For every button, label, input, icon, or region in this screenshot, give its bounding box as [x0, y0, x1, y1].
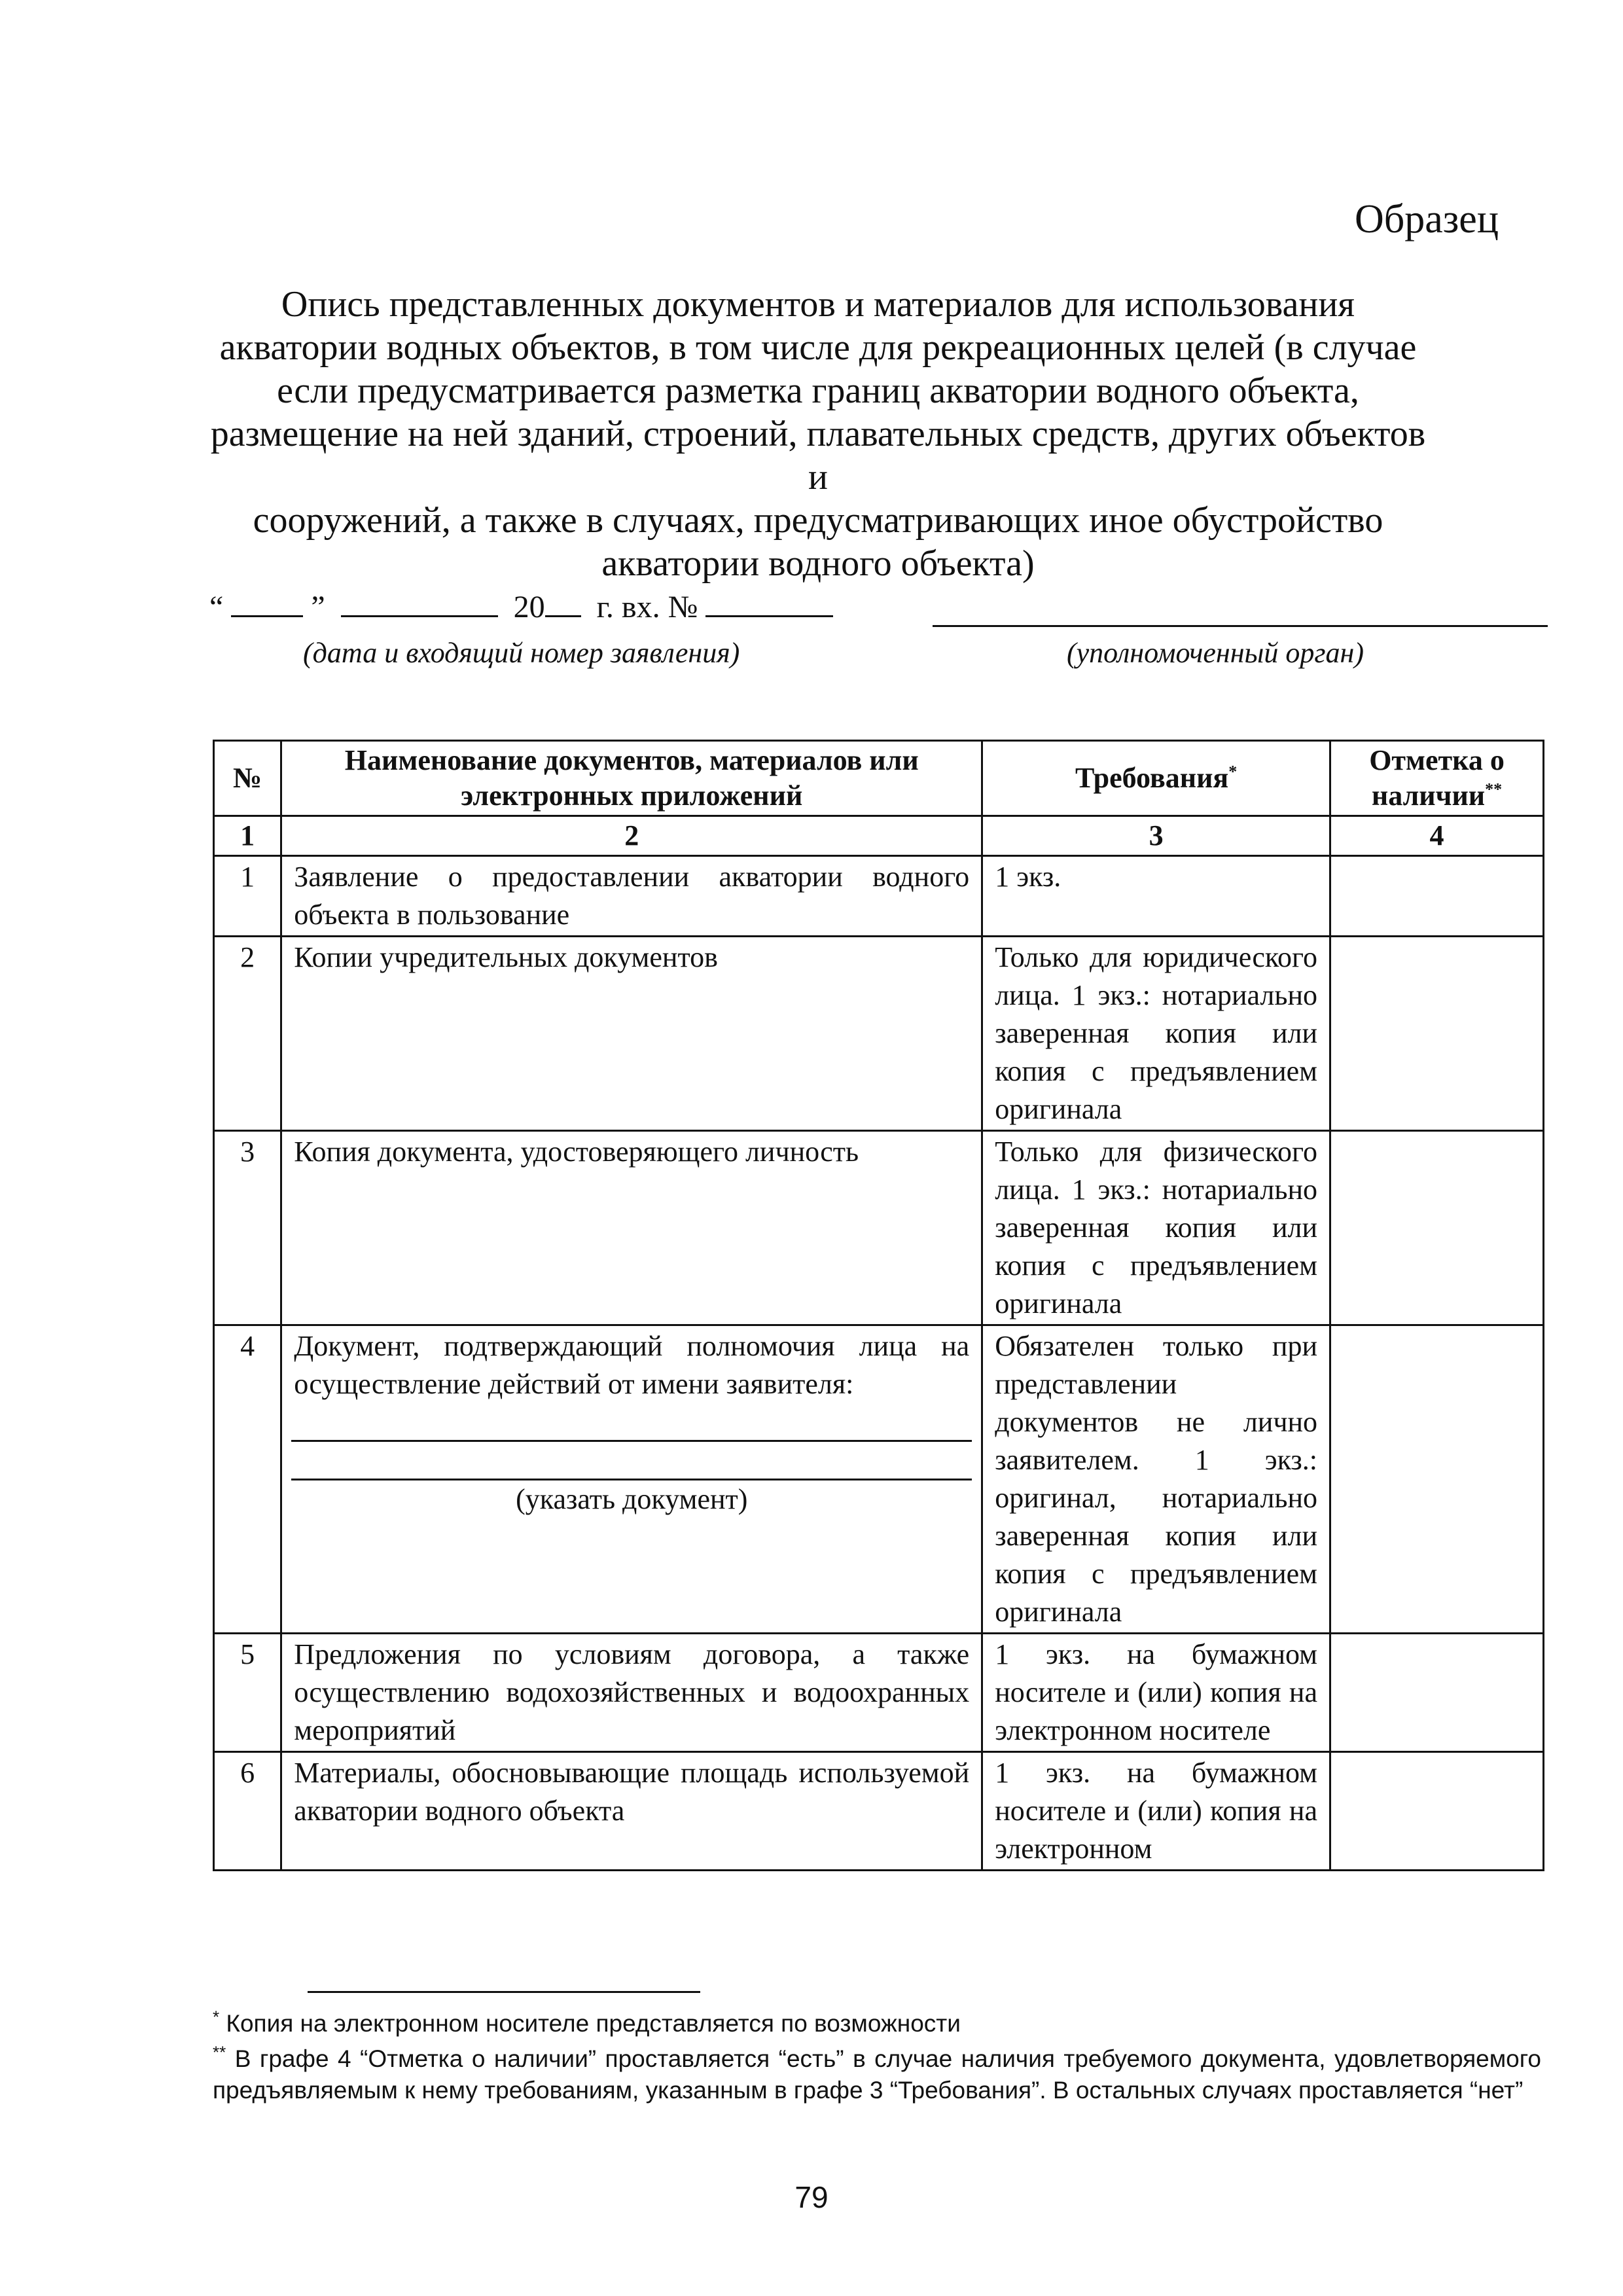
- month-blank[interactable]: [341, 589, 498, 617]
- row-number: 4: [214, 1325, 281, 1634]
- row-document-name: Копии учредительных документов: [281, 937, 982, 1131]
- header-requirements: [982, 741, 1330, 816]
- row-number: 6: [214, 1752, 281, 1871]
- reg-number-blank[interactable]: [705, 589, 833, 617]
- row-number: 3: [214, 1131, 281, 1325]
- date-number-caption: (дата и входящий номер заявления): [303, 637, 740, 669]
- header-availability-label: Отметка о наличии: [1369, 744, 1505, 812]
- document-fill-line[interactable]: [291, 1403, 972, 1442]
- footnote-text: В графе 4 “Отметка о наличии” проставляется “есть” в случае наличия требуемого документа, удовлетворяемого предъявляемым к нему требованиям, указанным в графе 3 “Требования”. В остальных случаях проставляется “нет”: [213, 2045, 1541, 2104]
- row-availability-cell[interactable]: [1330, 937, 1544, 1131]
- footnote-1: [213, 2008, 1541, 2039]
- title-line: сооружений, а также в случаях, предусматривающих иное обустройство: [253, 500, 1383, 541]
- title-line: размещение на ней зданий, строений, плавательных средств, других объектов и: [210, 414, 1426, 497]
- row-document-name: Заявление о предоставлении акватории водного объекта в пользование: [281, 856, 982, 937]
- column-number: 1: [214, 816, 281, 856]
- table-row: [214, 1752, 1544, 1871]
- year-prefix: 20: [513, 590, 545, 624]
- authority-blank[interactable]: [933, 625, 1548, 627]
- reg-number-label: г. вх. №: [596, 590, 698, 624]
- row-number: 5: [214, 1634, 281, 1752]
- quote-close: ”: [311, 590, 325, 624]
- row-requirements: Только для физического лица. 1 экз.: нотариально заверенная копия или копия с предъявлением оригинала: [982, 1131, 1330, 1325]
- row-requirements: 1 экз.: [982, 856, 1330, 937]
- footnotes: [213, 2008, 1541, 2110]
- table-row: [214, 856, 1544, 937]
- title-line: акватории водного объекта): [601, 543, 1035, 584]
- column-number: 4: [1330, 816, 1544, 856]
- header-document-name: Наименование документов, материалов или электронных приложений: [281, 741, 982, 816]
- document-title: [196, 283, 1440, 585]
- table-row: [214, 937, 1544, 1131]
- row-document-name: Материалы, обосновывающие площадь используемой акватории водного объекта: [281, 1752, 982, 1871]
- row-availability-cell[interactable]: [1330, 1131, 1544, 1325]
- row-number: 2: [214, 937, 281, 1131]
- sample-label: Образец: [1354, 197, 1499, 242]
- header-requirements-label: Требования: [1075, 762, 1229, 794]
- table-row: [214, 1634, 1544, 1752]
- footnote-text: Копия на электронном носителе представляется по возможности: [226, 2010, 961, 2037]
- row-document-name: Предложения по условиям договора, а также осуществлению водохозяйственных и водоохранных мероприятий: [281, 1634, 982, 1752]
- row-availability-cell[interactable]: [1330, 1634, 1544, 1752]
- document-fill-line[interactable]: [291, 1442, 972, 1480]
- row-availability-cell[interactable]: [1330, 1752, 1544, 1871]
- row-document-name: Копия документа, удостоверяющего личность: [281, 1131, 982, 1325]
- footnote-ref: *: [1228, 762, 1238, 781]
- table-row: [214, 1325, 1544, 1634]
- quote-open: “: [209, 590, 224, 624]
- year-blank[interactable]: [545, 589, 581, 617]
- header-availability: [1330, 741, 1544, 816]
- table-row: [214, 1131, 1544, 1325]
- footnote-mark: **: [213, 2042, 226, 2062]
- table-header-row: [214, 741, 1544, 816]
- date-registration-line: [209, 589, 833, 625]
- row-number: 1: [214, 856, 281, 937]
- column-number: 3: [982, 816, 1330, 856]
- document-hint: (указать документ): [516, 1483, 748, 1515]
- footnote-separator: [308, 1991, 700, 1993]
- page-number: 79: [794, 2180, 829, 2214]
- header-number: №: [214, 741, 281, 816]
- title-line: если предусматривается разметка границ акватории водного объекта,: [277, 370, 1359, 411]
- footnote-mark: *: [213, 2007, 220, 2027]
- title-line: Опись представленных документов и материалов для использования: [281, 284, 1355, 325]
- title-line: акватории водных объектов, в том числе для рекреационных целей (в случае: [219, 327, 1417, 368]
- row-availability-cell[interactable]: [1330, 856, 1544, 937]
- row-requirements: Обязателен только при представлении документов не лично заявителем. 1 экз.: оригинал, нотариально заверенная копия или копия с предъявлением оригинала: [982, 1325, 1330, 1634]
- footnote-2: [213, 2043, 1541, 2106]
- row-document-name-cell: [281, 1325, 982, 1634]
- row-requirements: Только для юридического лица. 1 экз.: нотариально заверенная копия или копия с предъявлением оригинала: [982, 937, 1330, 1131]
- authority-caption: (уполномоченный орган): [1067, 637, 1364, 669]
- column-number: 2: [281, 816, 982, 856]
- row-requirements: 1 экз. на бумажном носителе и (или) копия на электронном: [982, 1752, 1330, 1871]
- row-document-name: Документ, подтверждающий полномочия лица на осуществление действий от имени заявителя:: [294, 1330, 970, 1400]
- row-availability-cell[interactable]: [1330, 1325, 1544, 1634]
- day-blank[interactable]: [231, 589, 303, 617]
- documents-inventory-table: [213, 740, 1544, 1871]
- row-requirements: 1 экз. на бумажном носителе и (или) копия на электронном носителе: [982, 1634, 1330, 1752]
- footnote-ref: **: [1485, 780, 1503, 799]
- column-number-row: [214, 816, 1544, 856]
